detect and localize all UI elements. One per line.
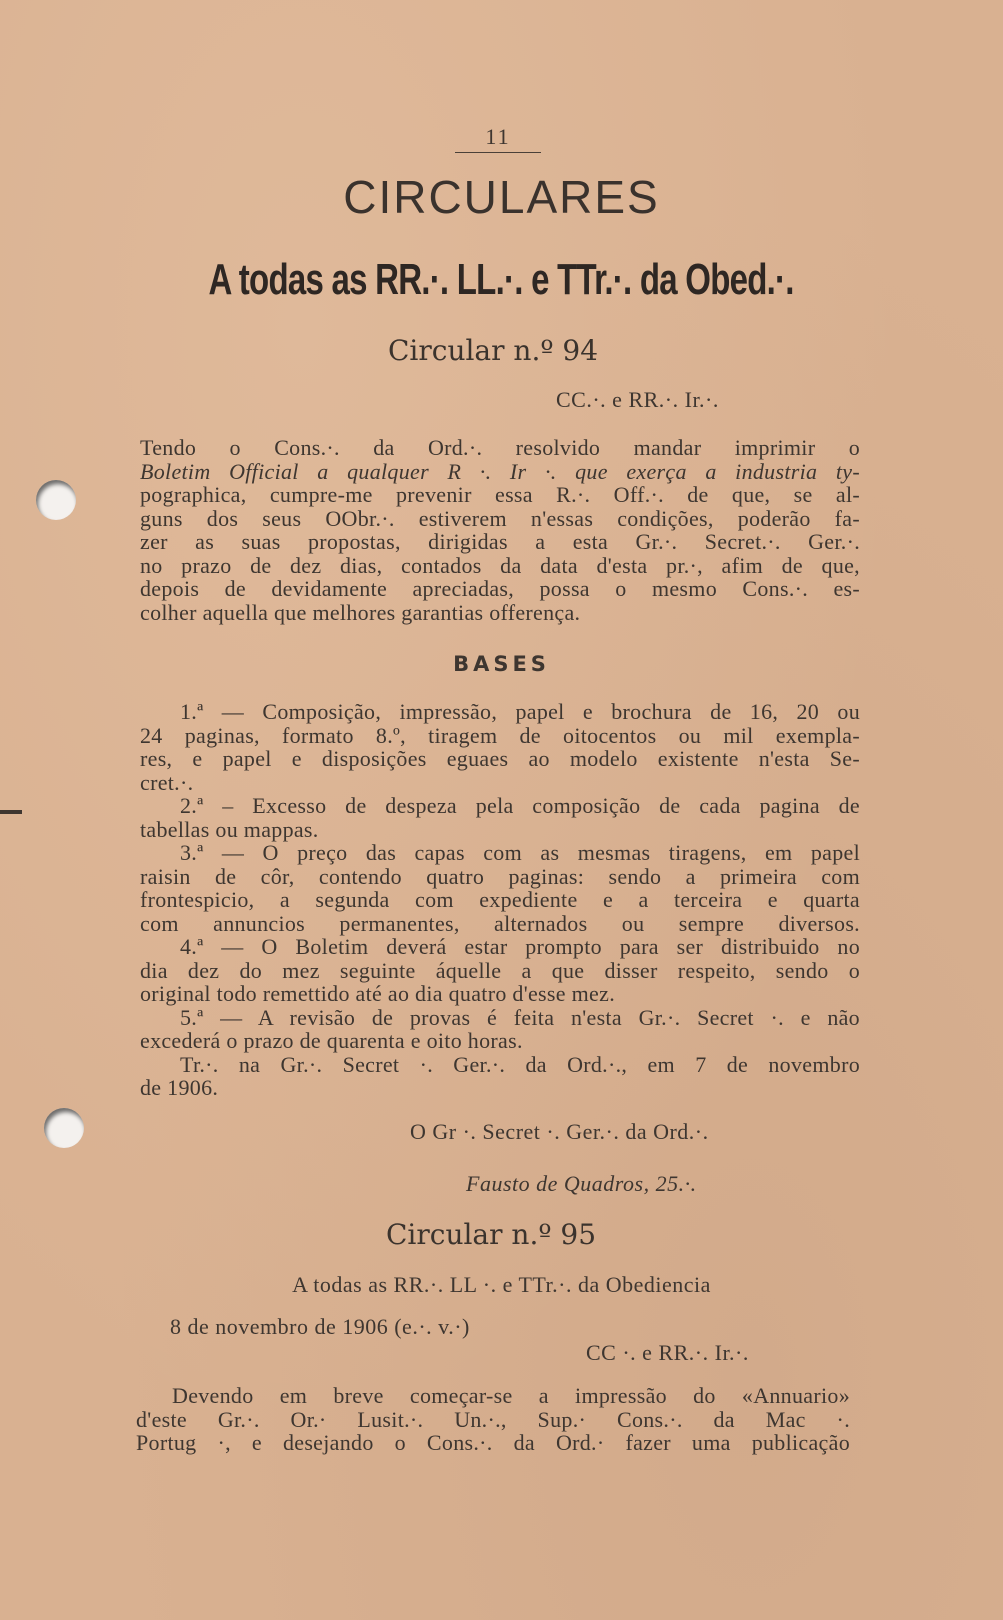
- intro-line: no prazo de dez dias, contados da data d'esta pr.·, afim de que,: [140, 552, 860, 578]
- bases-line: 3.ª — O preço das capas com as mesmas tiragens, em papel: [180, 840, 860, 865]
- circular-94-intro: [140, 436, 860, 624]
- circular-94-heading: Circular n.º 94: [388, 334, 599, 367]
- intro-line: colher aquella que melhores garantias offerença.: [140, 599, 581, 625]
- punch-hole-top: [36, 480, 76, 520]
- bases-line: com annuncios permanentes, alternados ou sempre diversos.: [140, 910, 860, 936]
- punch-hole-bottom: [44, 1108, 84, 1148]
- page-subtitle: A todas as RR.·. LL.·. e TTr.·. da Obed.·.: [208, 255, 794, 304]
- bases-line: 1.ª — Composição, impressão, papel e brochura de 16, 20 ou: [180, 699, 860, 724]
- circular-94-salutation: CC.·. e RR.·. Ir.·.: [556, 387, 719, 412]
- intro-line: guns dos seus OObr.·. estiverem n'essas condições, poderão fa-: [140, 505, 860, 531]
- circular-94-signoff: O Gr ·. Secret ·. Ger.·. da Ord.·.: [410, 1119, 709, 1144]
- bases-line: excederá o prazo de quarenta e oito horas.: [140, 1028, 523, 1053]
- bases-list: [140, 700, 860, 1100]
- intro-line: [140, 460, 860, 484]
- bases-line: 5.ª — A revisão de provas é feita n'esta Gr.·. Secret ·. e não: [180, 1004, 860, 1030]
- bases-line: cret.·.: [140, 769, 194, 795]
- boletim-title: Boletim Official a qualquer R ·. Ir ·. que exerça a industria ty-: [140, 458, 860, 484]
- bases-line: tabellas ou mappas.: [140, 816, 319, 842]
- bases-line: 2.ª – Excesso de despeza pela composição de cada pagina de: [180, 793, 860, 818]
- intro-line: zer as suas propostas, dirigidas a esta Gr.·. Secret.·. Ger.·.: [140, 529, 860, 554]
- bases-line: frontespicio, a segunda com expediente e a terceira e quarta: [140, 887, 860, 912]
- circular-95-addressee: A todas as RR.·. LL ·. e TTr.·. da Obediencia: [292, 1272, 711, 1297]
- body-line: Devendo em breve começar-se a impressão do «Annuario»: [172, 1383, 850, 1408]
- circular-95-body: [136, 1384, 850, 1455]
- page-title: CIRCULARES: [343, 171, 660, 223]
- bases-line: original todo remettido até ao dia quatro d'esse mez.: [140, 981, 615, 1006]
- bases-line: 24 paginas, formato 8.º, tiragem de oitocentos ou mil exempla-: [140, 722, 860, 748]
- bases-line: de 1906.: [140, 1075, 219, 1100]
- circular-95-salutation: CC ·. e RR.·. Ir.·.: [586, 1340, 749, 1365]
- bases-line: raisin de côr, contendo quatro paginas: sendo a primeira com: [140, 863, 860, 889]
- body-line: d'este Gr.·. Or.· Lusit.·. Un.·., Sup.· Cons.·. da Mac ·.: [136, 1406, 850, 1432]
- intro-line: pographica, cumpre-me prevenir essa R.·. Off.·. de que, se al-: [140, 482, 860, 507]
- intro-line: Tendo o Cons.·. da Ord.·. resolvido mandar imprimir o: [140, 435, 860, 460]
- circular-94-signature: Fausto de Quadros, 25.·.: [466, 1171, 697, 1196]
- margin-mark: [0, 810, 22, 814]
- page-number: 11: [455, 124, 541, 153]
- circular-95-date: 8 de novembro de 1906 (e.·. v.·): [170, 1314, 470, 1339]
- bases-line: res, e papel e disposições eguaes ao modelo existente n'esta Se-: [140, 746, 860, 771]
- bases-heading: BASES: [453, 652, 550, 676]
- circular-95-heading: Circular n.º 95: [386, 1218, 597, 1251]
- bases-line: Tr.·. na Gr.·. Secret ·. Ger.·. da Ord.·., em 7 de novembro: [180, 1051, 860, 1077]
- body-line: Portug ·, e desejando o Cons.·. da Ord.· fazer uma publicação: [136, 1430, 850, 1455]
- bases-line: dia dez do mez seguinte áquelle a que disser respeito, sendo o: [140, 957, 860, 983]
- bases-line: 4.ª — O Boletim deverá estar prompto para ser distribuido no: [180, 934, 860, 959]
- intro-line: depois de devidamente apreciadas, possa o mesmo Cons.·. es-: [140, 576, 860, 601]
